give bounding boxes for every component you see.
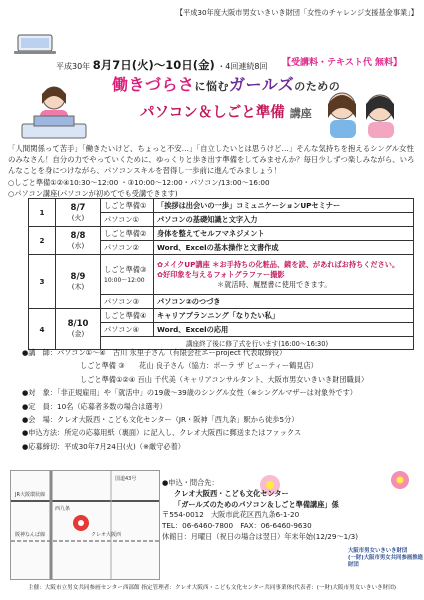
free-badge: 【受講料・テキスト代 無料】 [282, 58, 402, 68]
class-topic: ✿メイクUP講座 ＊お手持ちの化粧品、鏡を読、があればお持ちください。 ✿好印象を与えるフォトグラファー撮影 ＊就活時、履歴書に使用できます。 [154, 255, 414, 295]
class-topic: Word、Excelの基本操作と文書作成 [154, 241, 414, 255]
instructor-line: ●講 師：パソコン①～④ 古川 永里子さん（有限会社エーproject 代表取締役） [22, 348, 287, 357]
details-list [22, 346, 422, 453]
map-label: 国道43号 [115, 476, 137, 482]
session-date: 8/7 (火) [56, 199, 101, 227]
map-label: JR大阪環状線 [15, 492, 45, 498]
session-number: 3 [29, 255, 56, 309]
class-label: パソコン② [101, 241, 154, 255]
laptop-illustration [8, 32, 64, 56]
capacity-line: ●定 員：10名（応募者多数の場合は選考） [22, 401, 167, 411]
map-label: 西九条 [55, 506, 71, 512]
session-number: 4 [29, 309, 56, 350]
date-main: 8月7日(火)～10日(金) [92, 58, 215, 72]
title-part-c: ガールズ [229, 75, 295, 94]
intro-paragraph: 「人間関係って苦手」「働きたいけど、ちょっと不安…」「自立したいとは思うけど…」そんな気持ちを抱えるシングル女性のみなさん！自分の力でやっていくために、ゆっくりと歩き出す準備をしてみませんか？毎日少しずつ楽しみながら、いろんなことを身につけながら、パソコンスキルを習得し一歩前に進んでみましょう！ [8, 144, 415, 176]
class-label: パソコン③ [101, 295, 154, 309]
target-line: ●対 象：「非正規雇用」や「就活中」の19歳～39歳のシングル女性（※シングルマザーは対象外です） [22, 388, 357, 398]
title-part-a: 働きづらさ [112, 75, 195, 94]
schedule-summary [8, 177, 420, 199]
session-date: 8/8 (水) [56, 227, 101, 255]
class-topic: キャリアプランニング「なりたい私」 [154, 309, 414, 323]
map-label: クレオ大阪西 [91, 532, 122, 538]
inquiry-org-sub: 「ガールズのためのパソコン＆しごと準備講座」係 [174, 499, 339, 509]
org-logo-line: (一財)大阪市男女共同参画推進財団 [348, 555, 424, 568]
class-label: パソコン① [101, 213, 154, 227]
page-title-line2 [140, 101, 312, 122]
title-part-f: 講座 [289, 107, 312, 120]
class-time: 10:00～12:00 [104, 277, 145, 284]
table-row [29, 309, 414, 323]
session-number: 1 [29, 199, 56, 227]
table-row [29, 255, 414, 295]
inquiry-tel: TEL：06-6460-7800 FAX：06-6460-9630 [162, 521, 312, 531]
session-date: 8/10 (金) [56, 309, 101, 350]
woman-with-phone-illustration [316, 84, 406, 140]
deadline-line: ●応募締切：平成30年7月24日(火)（※厳守必着） [22, 441, 185, 451]
title-part-d: のための [294, 80, 341, 93]
map-label: 阪神なんば線 [15, 532, 46, 538]
footer-credits: 主催：大阪市立男女共同参画センター西部館 指定管理者：クレオ大阪西・こども文化センター共同事業体(代表者：(一財)大阪市男女いきいき財団) [27, 585, 397, 591]
inquiry-block [162, 478, 422, 543]
class-topic: Word、Excelの応用 [154, 323, 414, 337]
inquiry-address: 〒554-0012 大阪市此花区西九条6-1-20 [162, 510, 300, 520]
page-title-line1 [112, 72, 340, 95]
class-topic: 身体を整えてセルフマネジメント [154, 227, 414, 241]
class-label: パソコン④ [101, 323, 154, 337]
funding-note: 【平成30年度大阪市男女いきいき財団「女性のチャレンジ支援基金事業」】 [175, 8, 418, 17]
org-logo-line: 大阪市男女いきいき財団 [348, 548, 408, 554]
instructor-line: しごと準備 ③ 花山 良子さん（協力：ポーラ ザ ビューティー鶴見店） [80, 361, 318, 371]
class-topic: 「挨拶は出会いの一歩」コミュニケーションUPセミナー [154, 199, 414, 213]
instructor-line: しごと準備①②④ 百山 千代美（キャリアコンサルタント、大阪市男女いきいき財団職員） [80, 374, 369, 384]
class-label: しごと準備④ [101, 309, 154, 323]
class-label: しごと準備② [101, 227, 154, 241]
class-topic: パソコンの基礎知識と文字入力 [154, 213, 414, 227]
inquiry-label: ●申込・問合先： [162, 478, 219, 487]
session-date: 8/9 (木) [56, 255, 101, 309]
title-part-e: パソコン＆しごと準備 [140, 105, 285, 121]
class-label: しごと準備③ 10:00～12:00 [101, 255, 154, 295]
woman-at-laptop-illustration [14, 80, 94, 142]
organization-logo [348, 548, 424, 569]
venue-map [10, 470, 160, 580]
venue-line: ●会 場：クレオ大阪西・こども文化センター（JR・阪神「西九条」駅から徒歩5分） [22, 415, 299, 425]
title-part-b: に悩む [194, 80, 230, 93]
session-table [28, 198, 414, 350]
table-row [29, 227, 414, 241]
inquiry-hours: 休館日：月曜日（祝日の場合は翌日）年末年始(12/29～1/3) [162, 531, 359, 541]
session-number: 2 [29, 227, 56, 255]
date-suffix: ・4回連続8回 [217, 62, 268, 71]
schedule-line-1: ○しごと準備①②④10:30～12:00 ・③10:00～12:00・パソコン/13:00～16:00 [8, 178, 270, 187]
date-prefix: 平成30年 [56, 62, 91, 71]
table-row [29, 199, 414, 213]
application-method-line: ●申込方法：所定の応募用紙（裏面）に記入し、クレオ大阪西に郵送またはファックス [22, 428, 302, 438]
date-line [56, 57, 268, 73]
inquiry-org: クレオ大阪西・こども文化センター [174, 488, 289, 498]
schedule-line-2: ○パソコン講座(パソコンが初めてでも受講できます) [8, 189, 178, 198]
class-topic: パソコン②のつづき [154, 295, 414, 309]
class-label: しごと準備① [101, 199, 154, 213]
map-drawing [11, 471, 159, 579]
closing-ceremony-note: 講座終了後に修了式を行います(16:00～16:30) [101, 337, 414, 350]
